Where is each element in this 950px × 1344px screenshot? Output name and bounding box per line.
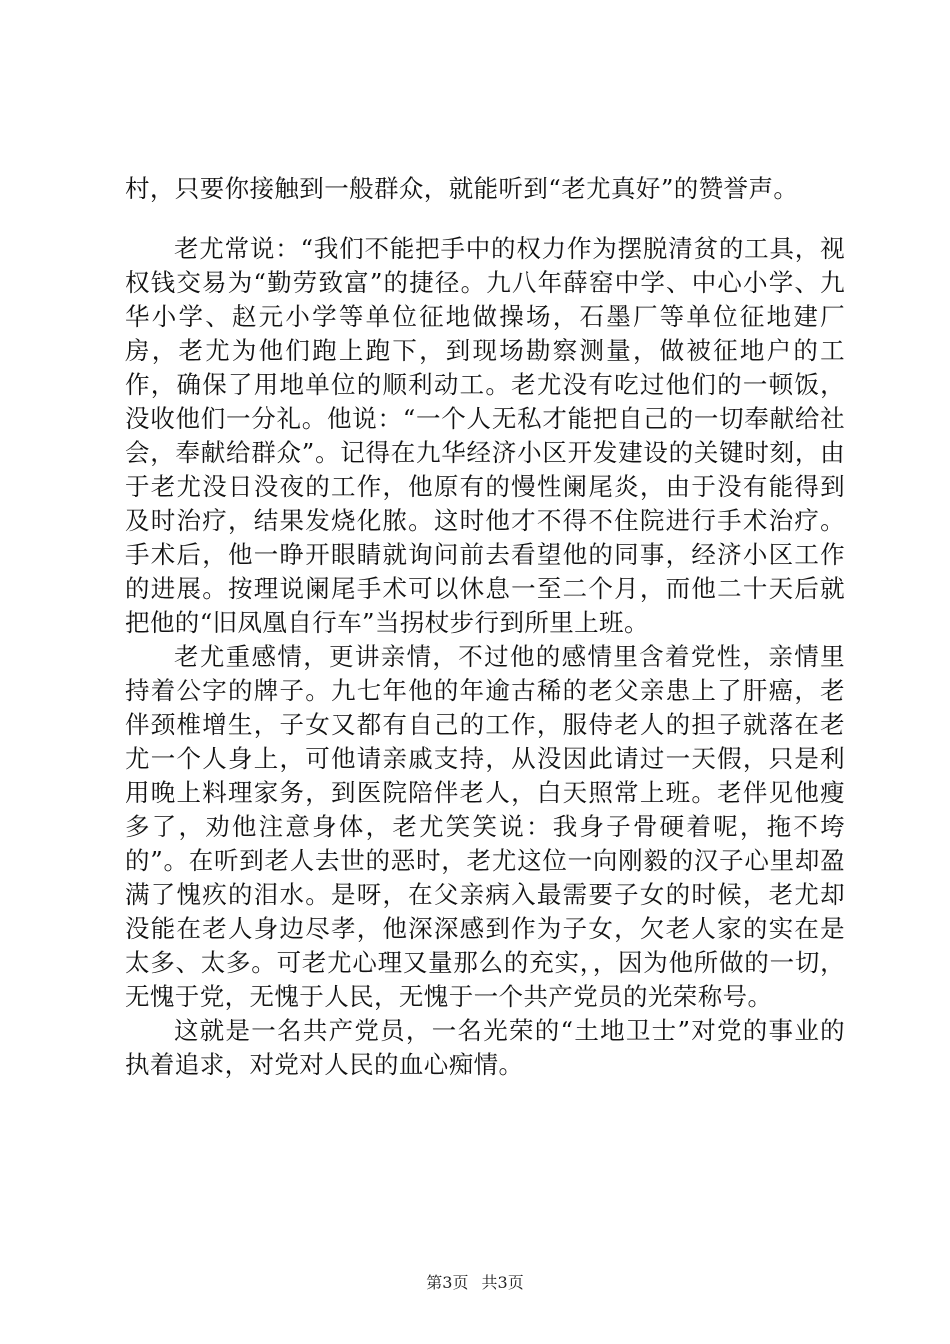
- paragraph: 这就是一名共产党员，一名光荣的“土地卫士”对党的事业的执着追求，对党对人民的血心痴情。: [125, 1016, 845, 1079]
- paragraph: 老尤重感情，更讲亲情，不过他的感情里含着党性，亲情里持着公字的牌子。九七年他的年逾古稀的老父亲患上了肝癌，老伴颈椎增生，子女又都有自己的工作，服侍老人的担子就落在老尤一个人身上，可他请亲戚支持，从没因此请过一天假，只是利用晚上料理家务，到医院陪伴老人，白天照常上班。老伴见他瘦多了，劝他注意身体，老尤笑笑说：我身子骨硬着呢，拖不垮的”。在听到老人去世的恶时，老尤这位一向刚毅的汉子心里却盈满了愧疚的泪水。是呀，在父亲病入最需要子女的时候，老尤却没能在老人身边尽孝，他深深感到作为子女，欠老人家的实在是太多、太多。可老尤心理又量那么的充实，，因为他所做的一切，无愧于党，无愧于人民，无愧于一个共产党员的光荣称号。: [125, 642, 845, 1011]
- page-number: 第3页: [426, 1273, 469, 1292]
- paragraph: 老尤常说：“我们不能把手中的权力作为摆脱清贫的工具，视权钱交易为“勤劳致富”的捷径。九八年薛窑中学、中心小学、九华小学、赵元小学等单位征地做操场，石墨厂等单位征地建厂房，老尤为他们跑上跑下，到现场勘察测量，做被征地户的工作，确保了用地单位的顺利动工。老尤没有吃过他们的一顿饭，没收他们一分礼。他说：“一个人无私才能把自己的一切奉献给社会，奉献给群众”。记得在九华经济小区开发建设的关键时刻，由于老尤没日没夜的工作，他原有的慢性阑尾炎，由于没有能得到及时治疗，结果发烧化脓。这时他才不得不住院进行手术治疗。手术后，他一睁开眼睛就询问前去看望他的同事，经济小区工作的进展。按理说阑尾手术可以休息一至二个月，而他二十天后就把他的“旧凤凰自行车”当拐杖步行到所里上班。: [125, 234, 845, 637]
- document-body: [125, 232, 845, 1082]
- continuation-line: 村，只要你接触到一般群众，就能听到“老尤真好”的赞誉声。: [125, 174, 799, 203]
- page-total: 共3页: [481, 1273, 524, 1292]
- page-footer: [0, 1270, 950, 1293]
- continuation-paragraph: [125, 172, 845, 206]
